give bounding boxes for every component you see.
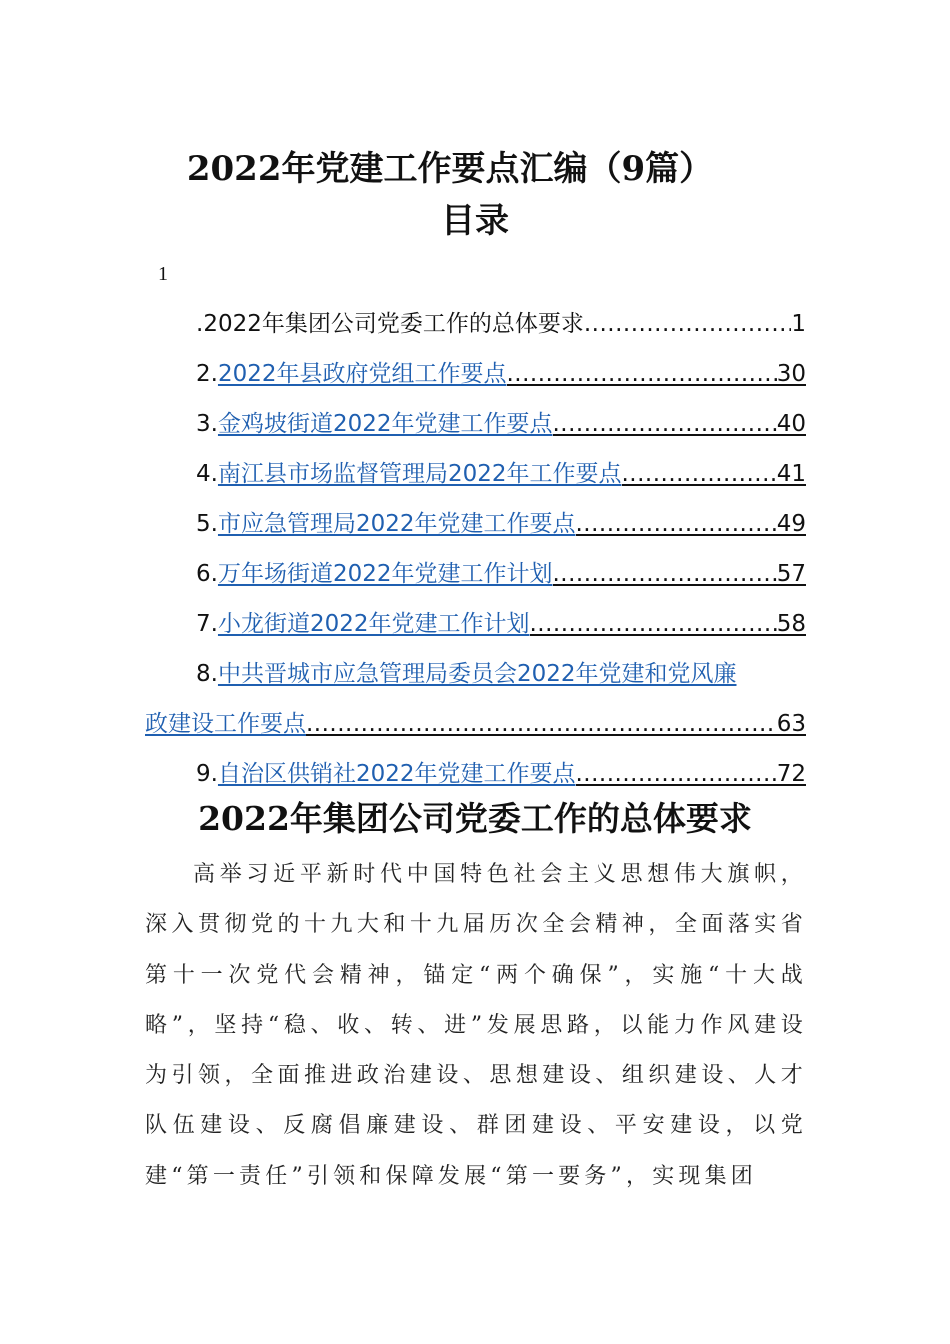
section-title: 2022年集团公司党委工作的总体要求 [198, 799, 752, 838]
toc-dot-leader [622, 454, 777, 494]
toc-dot-leader [306, 704, 777, 744]
toc-entry-number: 5. [196, 511, 218, 537]
toc-entry-number: 7. [196, 611, 218, 637]
toc-entry-9[interactable] [196, 754, 806, 794]
toc-dot-leader [576, 504, 777, 544]
toc-entry-link-continued[interactable]: 政建设工作要点 [145, 711, 306, 737]
toc-entry-number: 9. [196, 761, 218, 787]
toc-entry-page: 40 [776, 411, 806, 437]
toc-entry-link[interactable]: 金鸡坡街道2022年党建工作要点 [217, 411, 553, 437]
toc-entry-page: 1 [791, 311, 806, 337]
toc-entry-link[interactable]: 南江县市场监督管理局2022年工作要点 [217, 461, 622, 487]
toc-entry-3[interactable] [196, 404, 806, 444]
toc-entry-1[interactable] [196, 304, 806, 344]
toc-entry-6[interactable] [196, 554, 806, 594]
toc-entry-number: 4. [196, 461, 218, 487]
toc-dot-leader [576, 754, 777, 794]
page-marker: 1 [158, 263, 168, 285]
toc-entry-5[interactable] [196, 504, 806, 544]
toc-entry-8[interactable] [196, 654, 808, 694]
toc-entry-page: 57 [776, 561, 806, 587]
body-paragraph: 高举习近平新时代中国特色社会主义思想伟大旗帜，深入贯彻党的十九大和十九届历次全会精神，全面落实省第十一次党代会精神，锚定“两个确保”，实施“十大战略”，坚持“稳、收、转、进”发展思路，以能力作风建设为引领，全面推进政治建设、思想建设、组织建设、人才队伍建设、反腐倡廉建设、群团建设、平安建设，以党建“第一责任”引领和保障发展“第一要务”，实现集团 [145, 862, 807, 1189]
toc-entry-page: 58 [776, 611, 806, 637]
toc-entry-link[interactable]: 2022年县政府党组工作要点 [217, 361, 507, 387]
toc-entry-2[interactable] [196, 354, 806, 394]
document-title: 2022年党建工作要点汇编（9篇） [186, 149, 714, 189]
toc-dot-leader [553, 404, 777, 444]
toc-entry-page: 63 [776, 711, 806, 737]
toc-entry-page: 41 [776, 461, 806, 487]
toc-entry-link[interactable]: 市应急管理局2022年党建工作要点 [217, 511, 576, 537]
toc-entry-link[interactable]: 万年场街道2022年党建工作计划 [217, 561, 553, 587]
toc-entry-number: 3. [196, 411, 218, 437]
toc-entry-number: 8. [196, 661, 218, 687]
toc-entry-label[interactable]: 2022年集团公司党委工作的总体要求 [203, 311, 584, 337]
toc-entry-link[interactable]: 小龙街道2022年党建工作计划 [217, 611, 530, 637]
toc-heading: 目录 [441, 201, 509, 241]
toc-entry-link[interactable]: 中共晋城市应急管理局委员会2022年党建和党风廉 [217, 661, 737, 687]
toc-entry-7[interactable] [196, 604, 806, 644]
toc-dot-leader [584, 304, 792, 344]
toc-entry-number: 6. [196, 561, 218, 587]
toc-entry-4[interactable] [196, 454, 806, 494]
toc-entry-page: 72 [776, 761, 806, 787]
toc-entry-8-continued[interactable] [145, 704, 806, 744]
toc-entry-link[interactable]: 自治区供销社2022年党建工作要点 [217, 761, 576, 787]
toc-entry-page: 49 [776, 511, 806, 537]
toc-dot-leader [507, 354, 777, 394]
toc-dot-leader [530, 604, 777, 644]
toc-entry-number: 2. [196, 361, 218, 387]
toc-entry-number: . [196, 311, 204, 337]
toc-entry-page: 30 [776, 361, 806, 387]
toc-dot-leader [553, 554, 777, 594]
